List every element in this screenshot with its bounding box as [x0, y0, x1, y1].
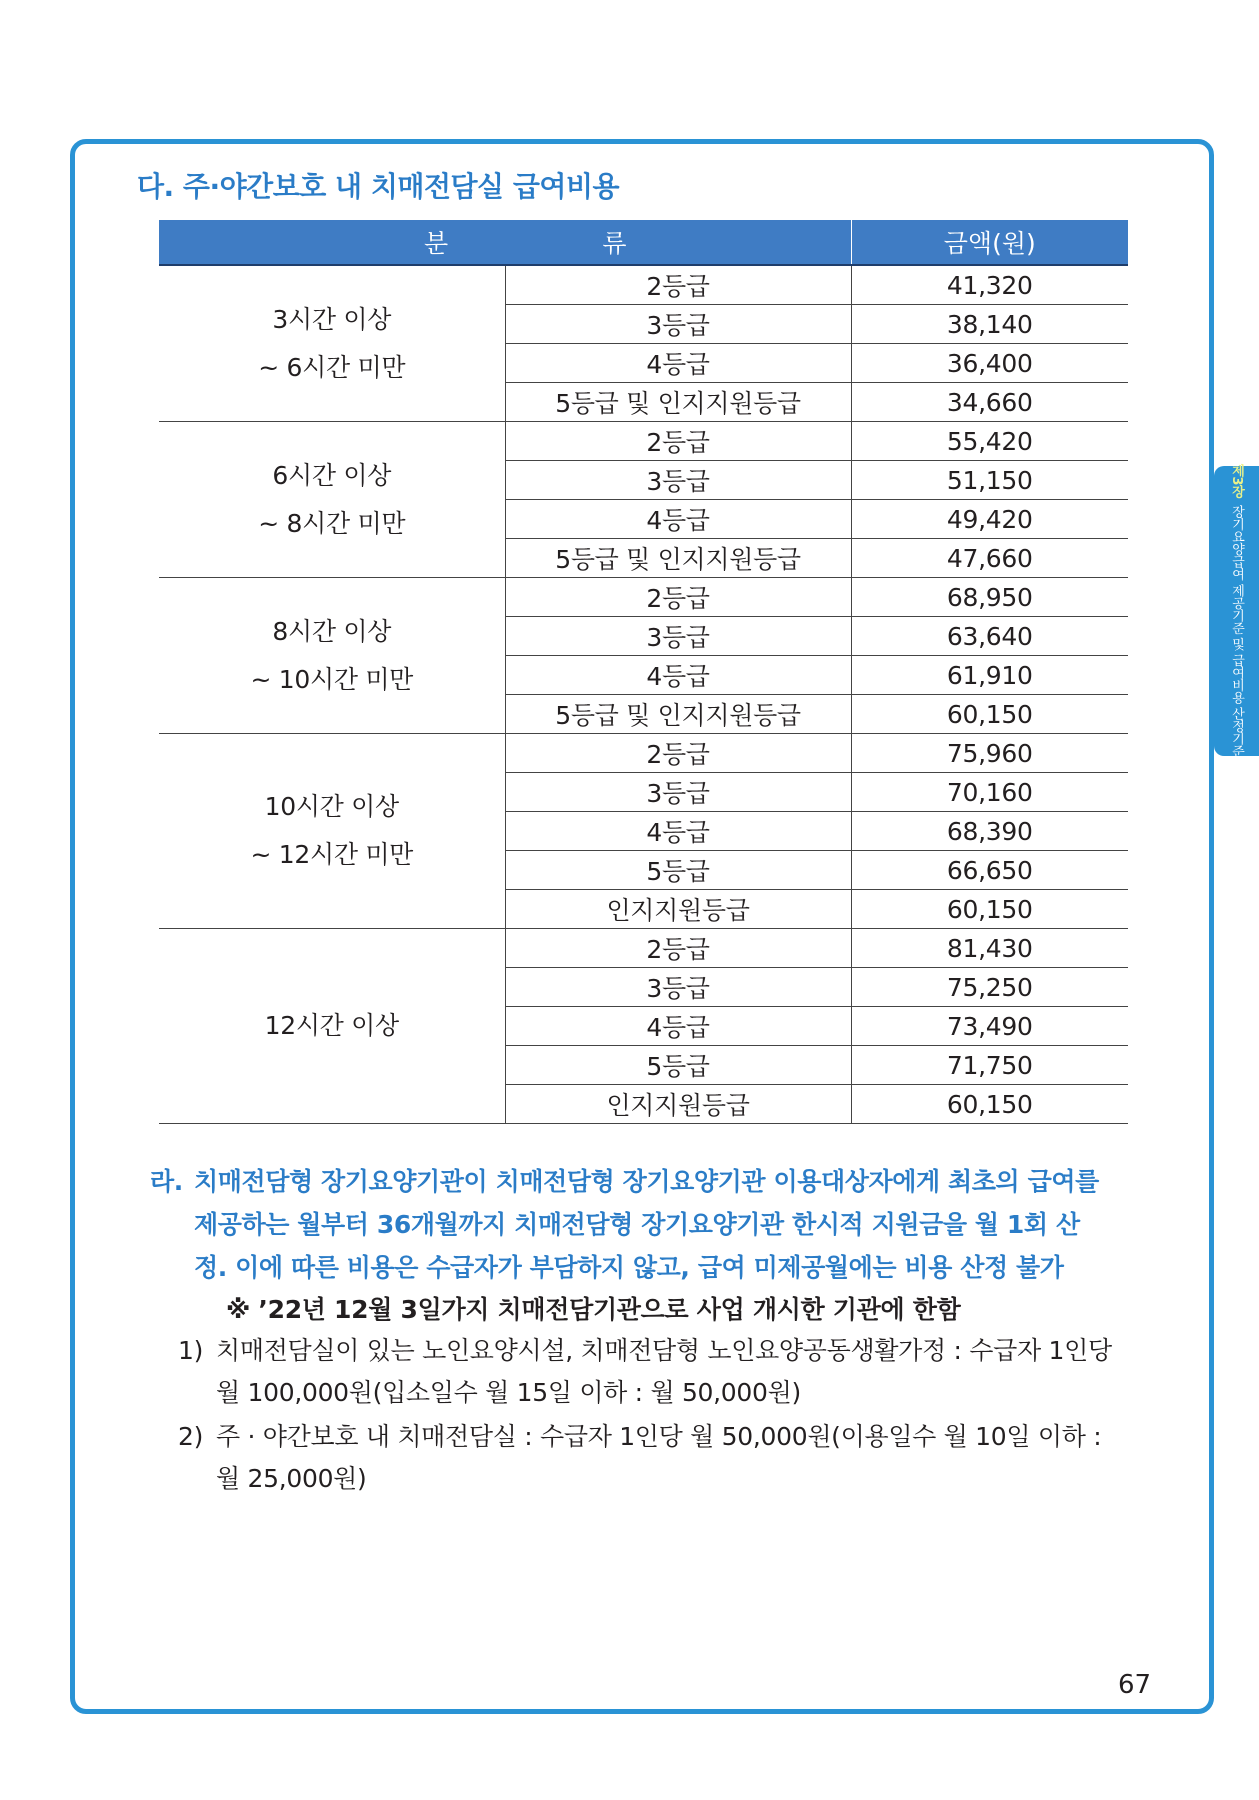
grade-cell: 4등급: [505, 344, 851, 383]
duration-to: ~ 6시간 미만: [258, 352, 406, 382]
amount-cell: 41,320: [851, 265, 1128, 305]
amount-cell: 75,960: [851, 734, 1128, 773]
grade-cell: 5등급 및 인지지원등급: [505, 383, 851, 422]
amount-cell: 68,950: [851, 578, 1128, 617]
side-tab-chapter: 제3장: [1229, 464, 1244, 498]
duration-from: 3시간 이상: [272, 304, 392, 334]
amount-cell: 36,400: [851, 344, 1128, 383]
category-header-b: 류: [602, 229, 627, 258]
table-row: [159, 422, 1128, 461]
table-row: [159, 578, 1128, 617]
grade-cell: 4등급: [505, 1007, 851, 1046]
amount-cell: 38,140: [851, 305, 1128, 344]
amount-header: 금액(원): [851, 220, 1128, 265]
duration-group-cell: [159, 578, 505, 734]
list-item-line2: 월 100,000원(입소일수 월 15일 이하 : 월 50,000원): [216, 1378, 801, 1407]
grade-cell: 2등급: [505, 265, 851, 305]
grade-cell: 3등급: [505, 305, 851, 344]
side-tab-text: [1227, 464, 1246, 757]
amount-cell: 60,150: [851, 1085, 1128, 1124]
amount-cell: 55,420: [851, 422, 1128, 461]
grade-cell: 인지지원등급: [505, 890, 851, 929]
amount-cell: 73,490: [851, 1007, 1128, 1046]
category-header-a: 분: [424, 229, 449, 258]
grade-cell: 5등급 및 인지지원등급: [505, 695, 851, 734]
section-title: 다. 주·야간보호 내 치매전담실 급여비용: [137, 170, 620, 203]
duration-to: ~ 12시간 미만: [250, 840, 414, 869]
grade-cell: 2등급: [505, 734, 851, 773]
list-item-number: 1): [178, 1336, 204, 1365]
list-item-number: 2): [178, 1422, 204, 1451]
duration-group-cell: [159, 265, 505, 422]
note-ra-label: 라.: [150, 1167, 183, 1196]
grade-cell: 2등급: [505, 578, 851, 617]
duration-to: ~ 10시간 미만: [250, 664, 414, 694]
grade-cell: 3등급: [505, 617, 851, 656]
grade-cell: 2등급: [505, 422, 851, 461]
amount-cell: 68,390: [851, 812, 1128, 851]
table-header-row: [159, 220, 1128, 265]
grade-cell: 4등급: [505, 500, 851, 539]
amount-cell: 49,420: [851, 500, 1128, 539]
grade-cell: 인지지원등급: [505, 1085, 851, 1124]
table-row: [159, 734, 1128, 773]
amount-cell: 51,150: [851, 461, 1128, 500]
amount-cell: 60,150: [851, 890, 1128, 929]
note-ra-line1: 치매전담형 장기요양기관이 치매전담형 장기요양기관 이용대상자에게 최초의 급여를: [194, 1167, 1099, 1196]
duration-from: 10시간 이상: [264, 792, 399, 821]
amount-cell: 60,150: [851, 695, 1128, 734]
grade-cell: 5등급: [505, 851, 851, 890]
grade-cell: 3등급: [505, 968, 851, 1007]
fee-table: [159, 220, 1128, 1124]
note-ra-line2: 제공하는 월부터 36개월까지 치매전담형 장기요양기관 한시적 지원금을 월 1회 산: [194, 1210, 1080, 1239]
table-row: [159, 265, 1128, 305]
list-item-line2: 월 25,000원): [216, 1464, 367, 1493]
amount-cell: 81,430: [851, 929, 1128, 968]
note-mark: ※ ’22년 12월 3일가지 치매전담기관으로 사업 개시한 기관에 한함: [226, 1295, 961, 1324]
amount-cell: 70,160: [851, 773, 1128, 812]
amount-cell: 34,660: [851, 383, 1128, 422]
chapter-side-tab: [1214, 466, 1259, 756]
fee-table-body: [159, 265, 1128, 1124]
amount-cell: 47,660: [851, 539, 1128, 578]
list-item: [178, 1416, 1153, 1500]
amount-cell: 61,910: [851, 656, 1128, 695]
amount-cell: 63,640: [851, 617, 1128, 656]
grade-cell: 4등급: [505, 812, 851, 851]
duration-from: 8시간 이상: [272, 616, 392, 646]
duration-to: ~ 8시간 미만: [258, 508, 406, 538]
grade-cell: 5등급: [505, 1046, 851, 1085]
grade-cell: 2등급: [505, 929, 851, 968]
duration-group-cell: [159, 422, 505, 578]
duration-from: 6시간 이상: [272, 460, 392, 490]
duration-from: 12시간 이상: [264, 1011, 399, 1040]
grade-cell: 3등급: [505, 461, 851, 500]
table-row: [159, 929, 1128, 968]
amount-cell: 66,650: [851, 851, 1128, 890]
side-tab-title: 장기요양급여 제공기준 및 급여비용 산정기준: [1229, 505, 1244, 758]
category-header: [159, 220, 851, 265]
grade-cell: 3등급: [505, 773, 851, 812]
duration-group-cell: [159, 929, 505, 1124]
list-item: [178, 1330, 1153, 1414]
list-item-line1: 주 · 야간보호 내 치매전담실 : 수급자 1인당 월 50,000원(이용일수 월 10일 이하 :: [216, 1422, 1102, 1451]
duration-group-cell: [159, 734, 505, 929]
grade-cell: 4등급: [505, 656, 851, 695]
list-item-line1: 치매전담실이 있는 노인요양시설, 치매전담형 노인요양공동생활가정 : 수급자 1인당: [216, 1336, 1112, 1365]
page-number: 67: [1118, 1670, 1152, 1700]
amount-cell: 75,250: [851, 968, 1128, 1007]
grade-cell: 5등급 및 인지지원등급: [505, 539, 851, 578]
note-ra-line3: 정. 이에 따른 비용은 수급자가 부담하지 않고, 급여 미제공월에는 비용 산정 불가: [194, 1253, 1064, 1282]
note-ra: [150, 1160, 1130, 1289]
amount-cell: 71,750: [851, 1046, 1128, 1085]
